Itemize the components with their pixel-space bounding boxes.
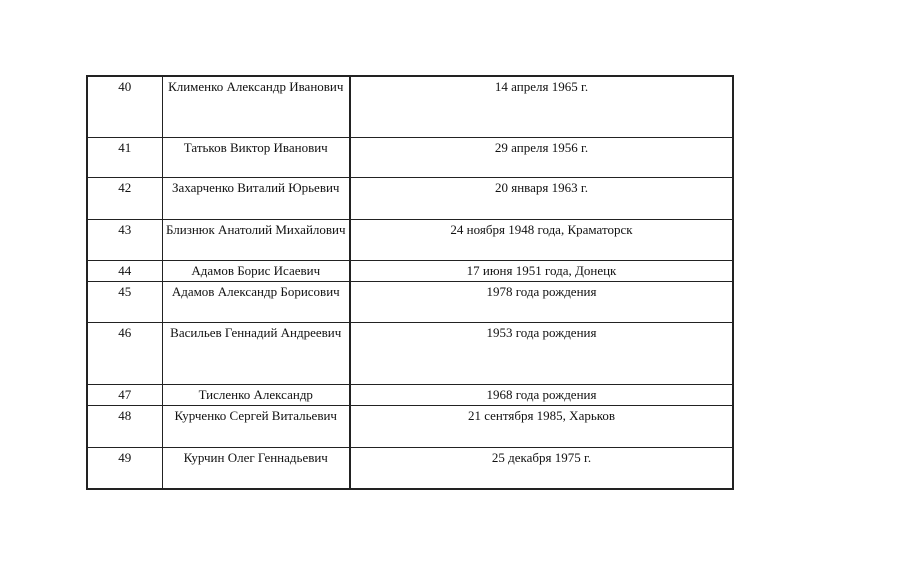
table-row [87, 322, 733, 384]
birth-info: 24 ноября 1948 года, Краматорск [350, 219, 733, 260]
table-row [87, 281, 733, 322]
row-number: 45 [87, 281, 162, 322]
birth-info: 21 сентября 1985, Харьков [350, 405, 733, 447]
person-name: Татьков Виктор Иванович [162, 137, 350, 177]
birth-info: 1968 года рождения [350, 384, 733, 405]
person-name: Васильев Геннадий Андреевич [162, 322, 350, 384]
row-number: 41 [87, 137, 162, 177]
birth-info: 29 апреля 1956 г. [350, 137, 733, 177]
row-number: 47 [87, 384, 162, 405]
table-row [87, 447, 733, 489]
birth-info: 25 декабря 1975 г. [350, 447, 733, 489]
person-name: Захарченко Виталий Юрьевич [162, 177, 350, 219]
table-row [87, 76, 733, 137]
table-row [87, 405, 733, 447]
birth-info: 1978 года рождения [350, 281, 733, 322]
person-name: Курчин Олег Геннадьевич [162, 447, 350, 489]
person-name: Адамов Александр Борисович [162, 281, 350, 322]
records-table [86, 75, 734, 490]
table-row [87, 384, 733, 405]
person-name: Близнюк Анатолий Михайлович [162, 219, 350, 260]
records-table-body [87, 76, 733, 489]
person-name: Адамов Борис Исаевич [162, 260, 350, 281]
row-number: 42 [87, 177, 162, 219]
row-number: 43 [87, 219, 162, 260]
person-name: Курченко Сергей Витальевич [162, 405, 350, 447]
birth-info: 17 июня 1951 года, Донецк [350, 260, 733, 281]
row-number: 40 [87, 76, 162, 137]
person-name: Клименко Александр Иванович [162, 76, 350, 137]
row-number: 48 [87, 405, 162, 447]
table-row [87, 137, 733, 177]
table-row [87, 177, 733, 219]
birth-info: 20 января 1963 г. [350, 177, 733, 219]
row-number: 49 [87, 447, 162, 489]
table-row [87, 260, 733, 281]
birth-info: 14 апреля 1965 г. [350, 76, 733, 137]
row-number: 46 [87, 322, 162, 384]
row-number: 44 [87, 260, 162, 281]
table-row [87, 219, 733, 260]
birth-info: 1953 года рождения [350, 322, 733, 384]
person-name: Тисленко Александр [162, 384, 350, 405]
